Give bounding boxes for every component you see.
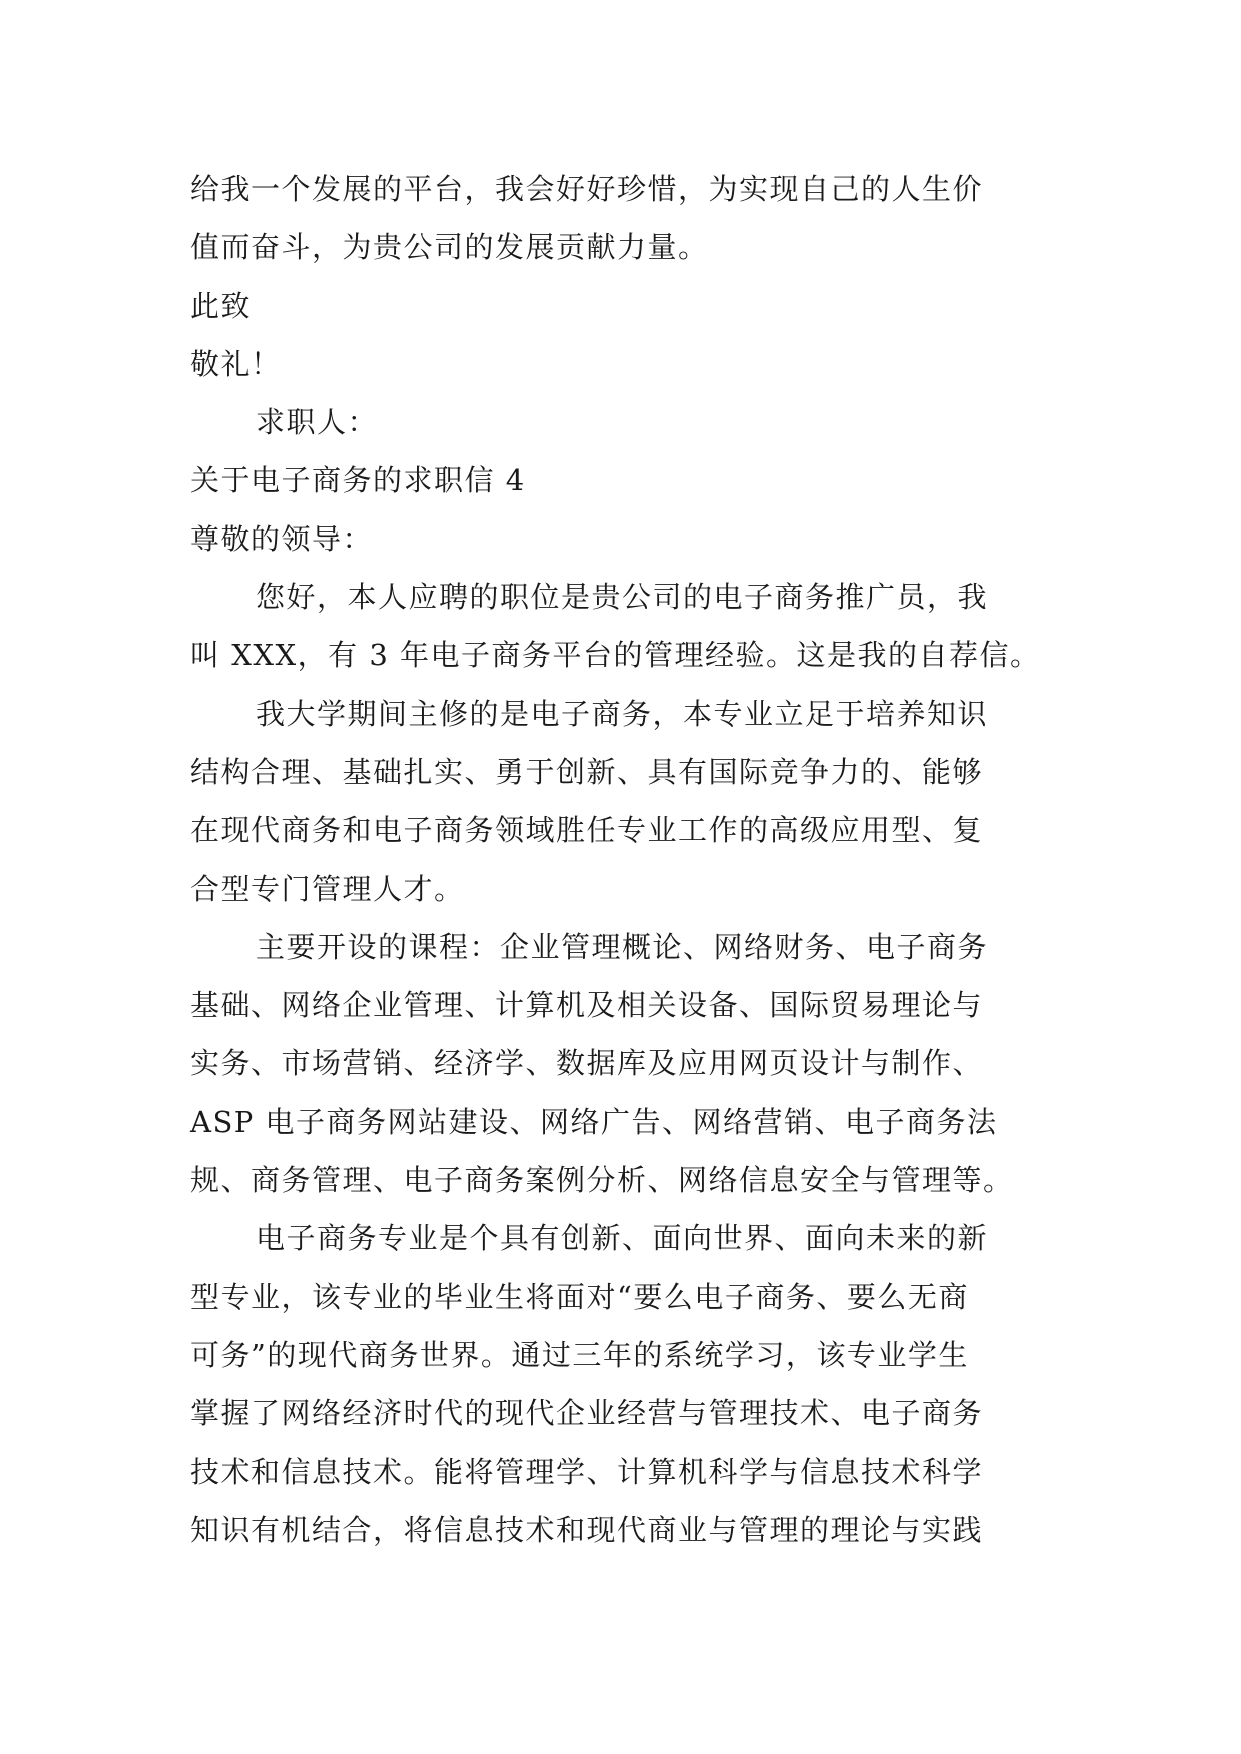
body-line: 基础、网络企业管理、计算机及相关设备、国际贸易理论与 bbox=[190, 988, 984, 1023]
body-line: 技术和信息技术。能将管理学、计算机科学与信息技术科学 bbox=[190, 1454, 984, 1489]
closing-salutation: 此致 bbox=[190, 288, 252, 323]
body-line: 您好，本人应聘的职位是贵公司的电子商务推广员，我 bbox=[256, 580, 989, 615]
greeting: 尊敬的领导： bbox=[190, 521, 374, 556]
section-title: 关于电子商务的求职信 4 bbox=[190, 463, 526, 498]
document-body bbox=[190, 160, 1080, 1559]
body-line: 掌握了网络经济时代的现代企业经营与管理技术、电子商务 bbox=[190, 1396, 984, 1431]
body-line: 结构合理、基础扎实、勇于创新、具有国际竞争力的、能够 bbox=[190, 754, 984, 789]
body-line: 知识有机结合，将信息技术和现代商业与管理的理论与实践 bbox=[190, 1512, 984, 1547]
body-line: 规、商务管理、电子商务案例分析、网络信息安全与管理等。 bbox=[190, 1163, 1014, 1198]
body-line: 我大学期间主修的是电子商务，本专业立足于培养知识 bbox=[256, 696, 989, 731]
body-line: 实务、市场营销、经济学、数据库及应用网页设计与制作、 bbox=[190, 1046, 984, 1081]
body-line: 型专业，该专业的毕业生将面对“要么电子商务、要么无商 bbox=[190, 1279, 969, 1314]
body-line: ASP 电子商务网站建设、网络广告、网络营销、电子商务法 bbox=[190, 1104, 998, 1139]
body-line: 给我一个发展的平台，我会好好珍惜，为实现自己的人生价 bbox=[190, 172, 984, 206]
body-line: 合型专门管理人才。 bbox=[190, 871, 465, 906]
closing-regards: 敬礼！ bbox=[190, 346, 282, 381]
body-line: 主要开设的课程：企业管理概论、网络财务、电子商务 bbox=[256, 929, 989, 964]
body-line: 值而奋斗，为贵公司的发展贡献力量。 bbox=[190, 230, 709, 265]
body-line: 叫 XXX，有 3 年电子商务平台的管理经验。这是我的自荐信。 bbox=[190, 638, 1041, 673]
body-line: 在现代商务和电子商务领域胜任专业工作的高级应用型、复 bbox=[190, 813, 984, 848]
signature-label: 求职人： bbox=[256, 405, 379, 440]
body-line: 可务”的现代商务世界。通过三年的系统学习，该专业学生 bbox=[190, 1337, 969, 1372]
body-line: 电子商务专业是个具有创新、面向世界、面向未来的新 bbox=[256, 1221, 989, 1256]
